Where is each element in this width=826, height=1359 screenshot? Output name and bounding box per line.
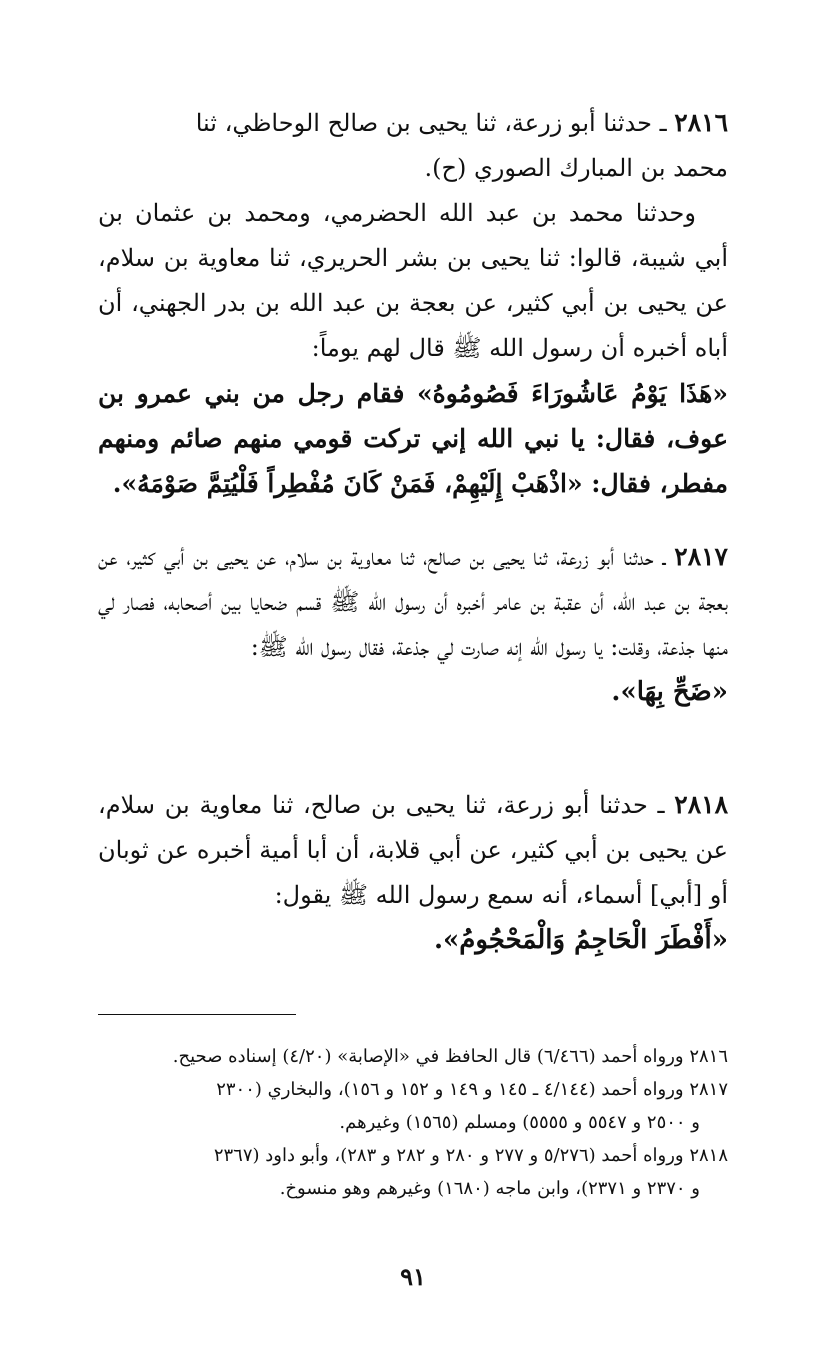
hadith-2816-chain: وحدثنا محمد بن عبد الله الحضرمي، ومحمد بن عثمان بن أبي شيبة، قالوا: ثنا يحيى بن بشر الحريري، ثنا معاوية بن سلام، عن يحيى بن أبي كثير، عن بعجة بن عبد الله بن بدر الجهني، أن أباه أخبره أن رسول الله ﷺ قال لهم يوماً: <box>98 199 728 362</box>
hadith-2818-quote: «أَفْطَرَ الْحَاجِمُ وَالْمَحْجُومُ». <box>433 925 728 955</box>
hadith-2816-line2: محمد بن المبارك الصوري (ح). <box>424 154 728 182</box>
hadith-number: ٢٨١٧ <box>674 542 728 571</box>
hadith-2818 <box>98 782 728 963</box>
hadith-2818-text <box>98 782 728 918</box>
footnotes <box>98 1040 728 1205</box>
footnote-2816: ٢٨١٦ ورواه أحمد (٦/٤٦٦) قال الحافظ في «الإصابة» (٤/٢٠) إسناده صحيح. <box>172 1046 728 1067</box>
footnote-2817-cont: و ٢٥٠٠ و ٥٥٤٧ و ٥٥٥٥) ومسلم (١٥٦٥) وغيرهم. <box>339 1112 700 1133</box>
page-number: ٩١ <box>400 1262 426 1291</box>
hadith-number: ٢٨١٨ <box>674 790 728 819</box>
footnote-2818: ٢٨١٨ ورواه أحمد (٥/٢٧٦ و ٢٧٧ و ٢٨٠ و ٢٨٢ و ٢٨٣)، وأبو داود (٢٣٦٧ <box>213 1145 728 1166</box>
hadith-2817-text <box>98 534 728 670</box>
hadith-number: ٢٨١٦ <box>674 108 728 137</box>
hadith-text: ـ حدثنا أبو زرعة، ثنا يحيى بن صالح، ثنا معاوية بن سلام، عن يحيى بن أبي كثير، عن بعجة بن عبد الله، أن عقبة بن عامر أخبره أن رسول الله ﷺ قسم ضحايا بين أصحابه، فصار لي منها جذعة، وقلت: يا رسول الله إنه صارت لي جذعة، فقال رسول الله ﷺ: <box>98 543 728 661</box>
footnote-2818-cont: و ٢٣٧٠ و ٢٣٧١)، وابن ماجه (١٦٨٠) وغيرهم وهو منسوخ. <box>279 1178 700 1199</box>
hadith-text: ـ حدثنا أبو زرعة، ثنا يحيى بن صالح، ثنا معاوية بن سلام، عن يحيى بن أبي كثير، عن أبي قلابة، أن أبا أمية أخبره عن ثوبان أو [أبي] أسماء، أنه سمع رسول الله ﷺ يقول: <box>98 791 728 909</box>
hadith-2816 <box>98 100 728 506</box>
hadith-2817 <box>98 534 728 715</box>
hadith-text: ـ حدثنا أبو زرعة، ثنا يحيى بن صالح الوحاظي، ثنا <box>195 109 667 137</box>
footnote-2817: ٢٨١٧ ورواه أحمد (٤/١٤٤ ـ ١٤٥ و ١٤٩ و ١٥٢ و ١٥٦)، والبخاري (٢٣٠٠ <box>216 1079 728 1100</box>
footnote-separator <box>98 1014 296 1015</box>
hadith-2817-quote: «ضَحِّ بِهَا». <box>611 677 728 707</box>
hadith-2816-quote: «هَذَا يَوْمُ عَاشُورَاءَ فَصُومُوهُ» فقام رجل من بني عمرو بن عوف، فقال: يا نبي الله إني تركت قومي منهم صائم ومنهم مفطر، فقال: «اذْهَبْ إِلَيْهِمْ، فَمَنْ كَانَ مُفْطِراً فَلْيُتِمَّ صَوْمَهُ». <box>98 379 728 498</box>
hadith-2816-line1 <box>98 100 728 146</box>
